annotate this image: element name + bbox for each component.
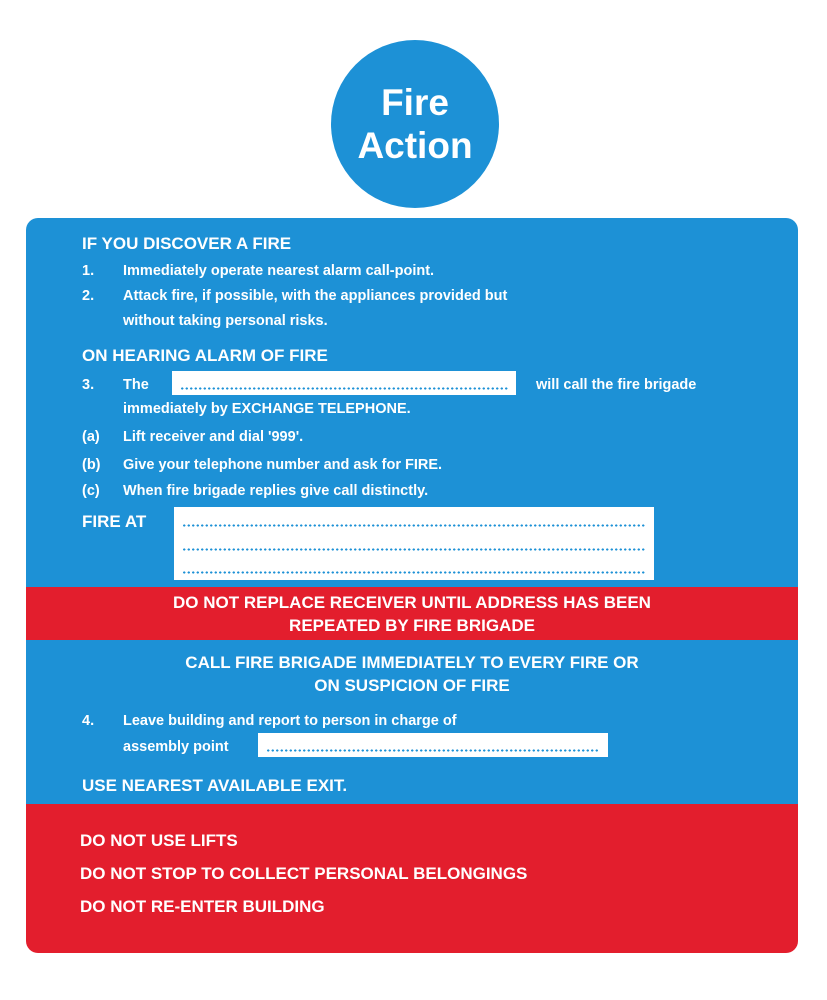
call-line-1: CALL FIRE BRIGADE IMMEDIATELY TO EVERY FIRE OR <box>185 653 639 672</box>
subitem-c-text: When fire brigade replies give call distinctly. <box>123 483 429 499</box>
assembly-point-dots <box>266 749 600 752</box>
address-line-3-dots <box>182 571 646 574</box>
do-not-use-lifts: DO NOT USE LIFTS <box>80 831 238 850</box>
item-4-text: Leave building and report to person in charge of <box>123 713 457 729</box>
subitem-a-number: (a) <box>82 429 100 445</box>
assembly-point-field[interactable] <box>257 732 609 758</box>
nearest-exit-text: USE NEAREST AVAILABLE EXIT. <box>82 776 348 795</box>
item-3-pre: The <box>123 377 149 393</box>
do-not-collect-belongings: DO NOT STOP TO COLLECT PERSONAL BELONGINGS <box>80 864 528 883</box>
call-line-2: ON SUSPICION OF FIRE <box>314 676 510 695</box>
fire-at-address-field[interactable] <box>173 506 655 581</box>
item-2-number: 2. <box>82 288 95 304</box>
fire-at-label: FIRE AT <box>82 512 147 531</box>
item-3-post: will call the fire brigade <box>536 377 697 393</box>
item-1-text: Immediately operate nearest alarm call-point. <box>123 263 435 279</box>
title-circle <box>331 40 499 208</box>
address-line-2-dots <box>182 548 646 551</box>
item-3-continuation: immediately by EXCHANGE TELEPHONE. <box>123 401 411 417</box>
item-3-number: 3. <box>82 377 95 393</box>
receiver-warning-line-1: DO NOT REPLACE RECEIVER UNTIL ADDRESS HAS BEEN <box>173 593 651 612</box>
discover-heading: IF YOU DISCOVER A FIRE <box>82 234 292 253</box>
subitem-a-text: Lift receiver and dial '999'. <box>123 429 304 445</box>
item-4-continuation: assembly point <box>123 739 229 755</box>
alarm-heading: ON HEARING ALARM OF FIRE <box>82 346 328 365</box>
responsible-person-field[interactable] <box>171 370 517 396</box>
title-line-1: Fire <box>381 82 449 123</box>
receiver-warning-band <box>26 587 798 640</box>
do-not-section <box>26 804 798 953</box>
title-line-2: Action <box>357 125 473 166</box>
item-1-number: 1. <box>82 263 95 279</box>
discover-section <box>26 218 798 587</box>
item-4-number: 4. <box>82 713 95 729</box>
fire-action-panel <box>26 218 798 953</box>
item-2-text: Attack fire, if possible, with the appliances provided but <box>123 288 508 304</box>
subitem-c-number: (c) <box>82 483 100 499</box>
subitem-b-number: (b) <box>82 457 101 473</box>
receiver-warning-line-2: REPEATED BY FIRE BRIGADE <box>289 616 535 635</box>
call-section <box>26 640 798 804</box>
subitem-b-text: Give your telephone number and ask for FIRE. <box>123 457 443 473</box>
item-2-continuation: without taking personal risks. <box>123 313 328 329</box>
do-not-re-enter: DO NOT RE-ENTER BUILDING <box>80 897 325 916</box>
address-line-1-dots <box>182 524 646 527</box>
responsible-person-dots <box>180 387 508 390</box>
